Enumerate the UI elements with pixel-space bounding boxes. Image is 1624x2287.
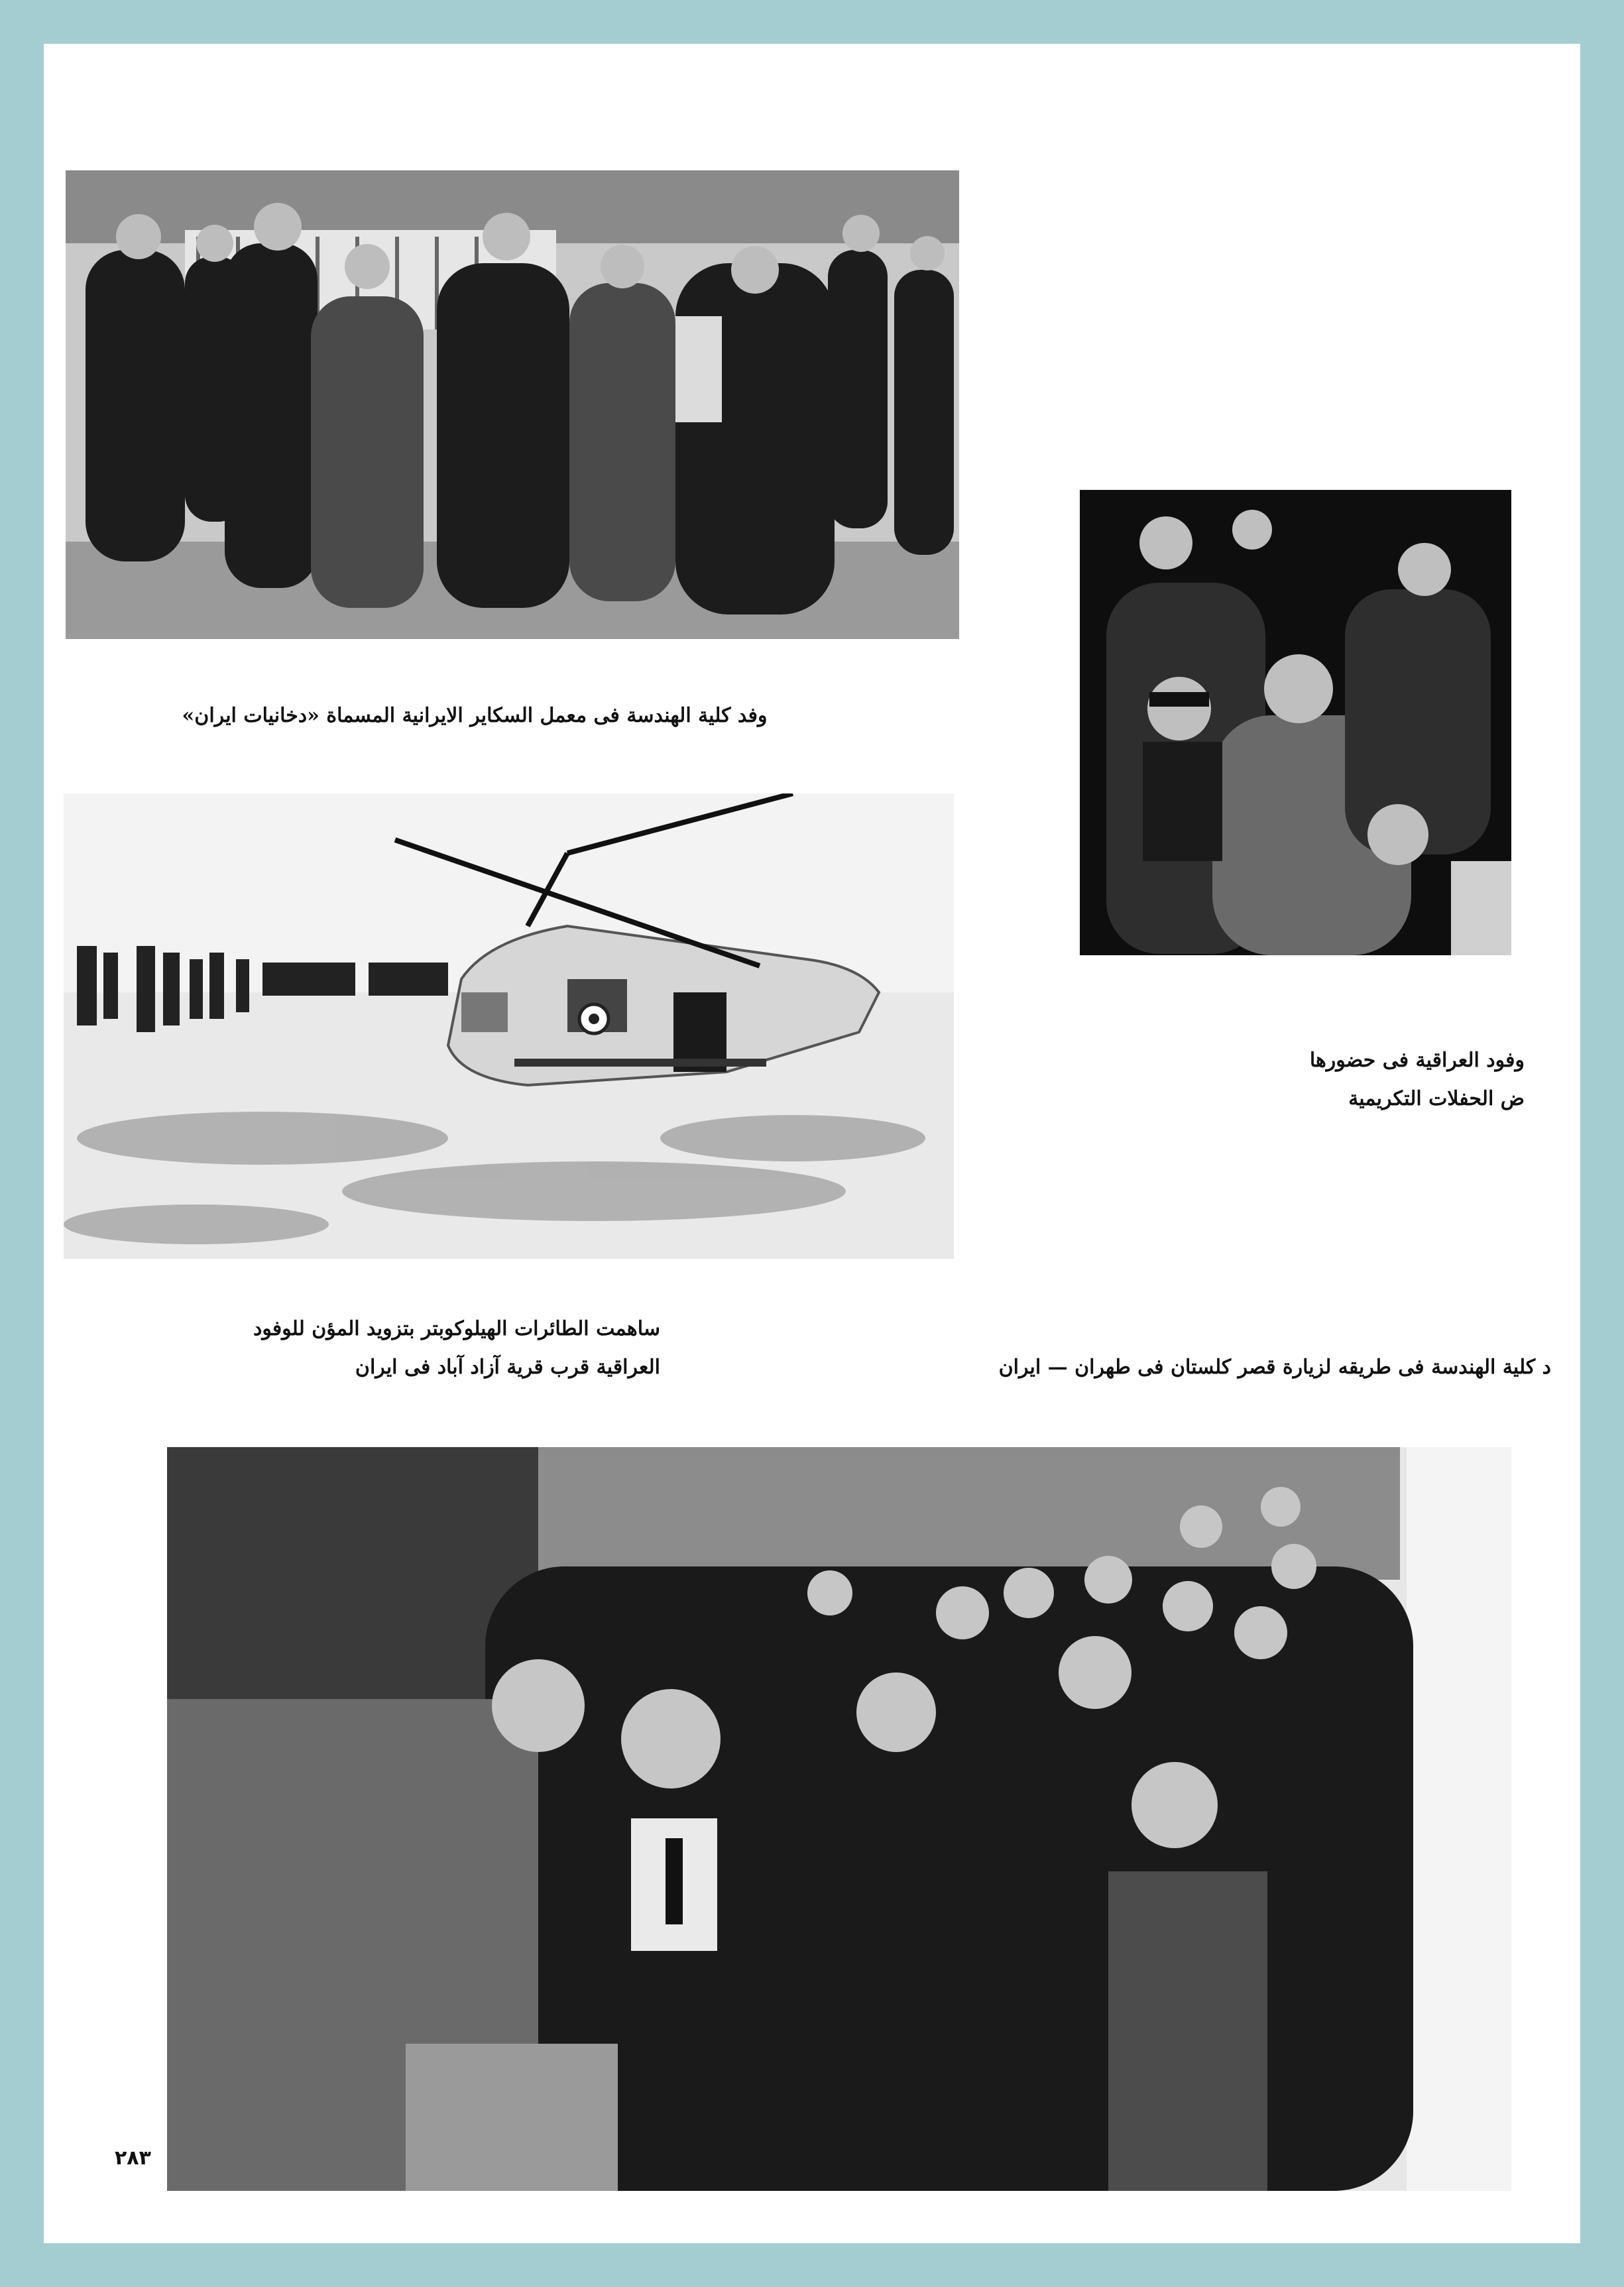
factory-visit-photo bbox=[66, 170, 959, 639]
helicopter-photo bbox=[64, 793, 954, 1259]
page-number: ٢٨٣ bbox=[115, 2146, 151, 2170]
ceremony-caption-line2: ض الحفلات التكريمية bbox=[1348, 1087, 1525, 1110]
document-page bbox=[44, 44, 1580, 2243]
palace-visit-caption: د كلية الهندسة فى طريقه لزيارة قصر كلستان فى طهران — ايران bbox=[998, 1356, 1551, 1379]
helicopter-caption-line1: ساهمت الطائرات الهيلوكوبتر بتزويد المؤن للوفود bbox=[253, 1317, 660, 1340]
factory-visit-caption: وفد كلية الهندسة فى معمل السكاير الايرانية المسماة «دخانيات ايران» bbox=[182, 704, 768, 727]
ceremony-crowd-photo bbox=[1080, 490, 1511, 955]
helicopter-caption-line2: العراقية قرب قرية آزاد آباد فى ايران bbox=[355, 1356, 660, 1379]
palace-group-photo bbox=[167, 1447, 1511, 2191]
ceremony-caption-line1: وفود العراقية فى حضورها bbox=[1309, 1049, 1525, 1072]
